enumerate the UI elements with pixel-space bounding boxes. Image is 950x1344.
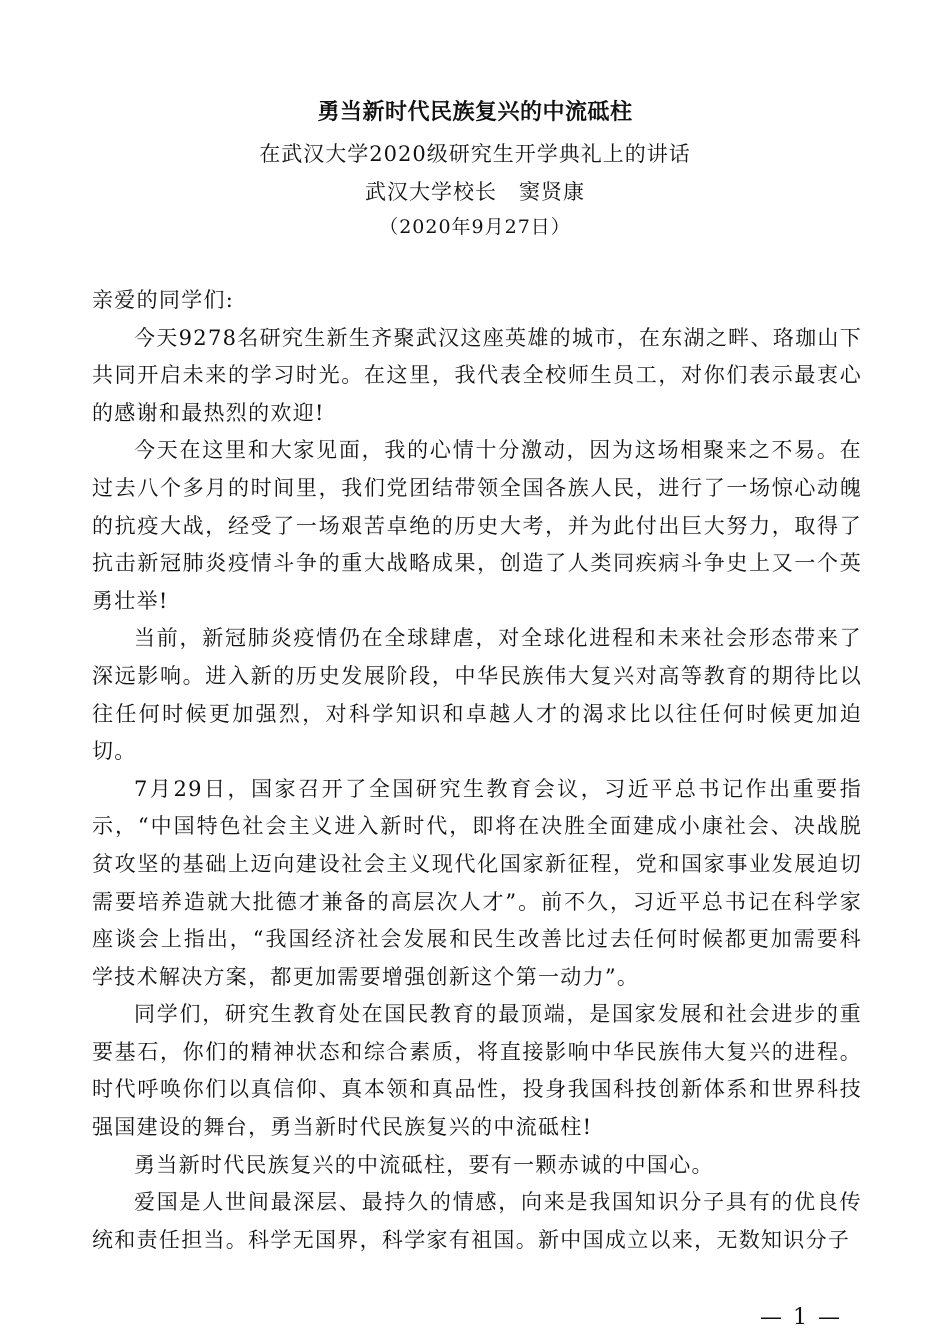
- document-author: 武汉大学校长 窦贤康: [365, 180, 585, 204]
- page-number: — 1 —: [760, 1305, 842, 1330]
- paragraph: 7月29日，国家召开了全国研究生教育会议，习近平总书记作出重要指示，“中国特色社会主义进入新时代，即将在决胜全面建成小康社会、决战脱贫攻坚的基础上迈向建设社会主义现代化国家新征程，党和国家事业发展迫切需要培养造就大批德才兼备的高层次人才”。前不久，习近平总书记在科学家座谈会上指出，“我国经济社会发展和民生改善比过去任何时候都更加需要科学技术解决方案，都更加需要增强创新这个第一动力”。: [92, 776, 862, 989]
- document-date: （2020年9月27日）: [379, 216, 571, 238]
- paragraph: 同学们，研究生教育处在国民教育的最顶端，是国家发展和社会进步的重要基石，你们的精神状态和综合素质，将直接影响中华民族伟大复兴的进程。时代呼唤你们以真信仰、真本领和真品性，投身我国科技创新体系和世界科技强国建设的舞台，勇当新时代民族复兴的中流砥柱!: [92, 1002, 862, 1140]
- paragraph: 今天9278名研究生新生齐聚武汉这座英雄的城市，在东湖之畔、珞珈山下共同开启未来的学习时光。在这里，我代表全校师生员工，对你们表示最衷心的感谢和最热烈的欢迎!: [92, 325, 862, 425]
- paragraph: 今天在这里和大家见面，我的心情十分激动，因为这场相聚来之不易。在过去八个多月的时间里，我们党团结带领全国各族人民，进行了一场惊心动魄的抗疫大战，经受了一场艰苦卓绝的历史大考，并为此付出巨大努力，取得了抗击新冠肺炎疫情斗争的重大战略成果，创造了人类同疾病斗争史上又一个英勇壮举!: [92, 438, 862, 613]
- salutation: 亲爱的同学们:: [92, 288, 235, 312]
- document-body: [92, 282, 862, 1259]
- document-title: 勇当新时代民族复兴的中流砥柱: [317, 99, 633, 125]
- document-subtitle: 在武汉大学2020级研究生开学典礼上的讲话: [259, 142, 691, 166]
- paragraph: 爱国是人世间最深层、最持久的情感，向来是我国知识分子具有的优良传统和责任担当。科学无国界，科学家有祖国。新中国成立以来，无数知识分子: [92, 1190, 862, 1252]
- paragraph: 当前，新冠肺炎疫情仍在全球肆虐，对全球化进程和未来社会形态带来了深远影响。进入新的历史发展阶段，中华民族伟大复兴对高等教育的期待比以往任何时候更加强烈，对科学知识和卓越人才的渴求比以往任何时候更加迫切。: [92, 626, 862, 764]
- paragraph: 勇当新时代民族复兴的中流砥柱，要有一颗赤诚的中国心。: [134, 1152, 714, 1177]
